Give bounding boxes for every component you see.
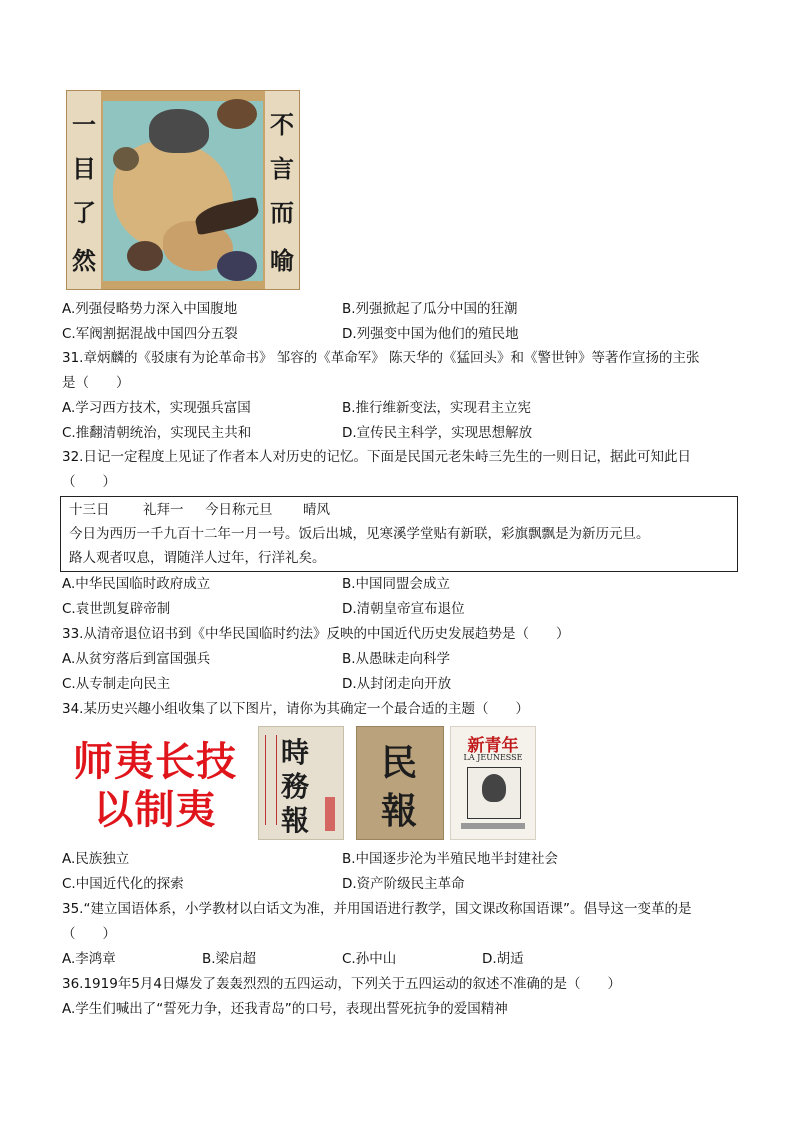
shiwubao-cover-image — [258, 726, 344, 840]
q32-option-b: B.中国同盟会成立 — [342, 576, 451, 592]
diary-note: 今日称元旦 — [205, 502, 273, 518]
q32-option-c: C.袁世凯复辟帝制 — [62, 601, 171, 617]
shiwubao-char: 時 — [281, 736, 310, 769]
red-stamp — [325, 797, 335, 831]
cover-footer — [461, 823, 525, 829]
slogan-line-1: 师夷长技 — [73, 739, 237, 785]
slogan-image — [66, 733, 244, 841]
bear-figure — [217, 99, 257, 129]
q31-option-d: D.宣传民主科学，实现思想解放 — [342, 425, 533, 441]
left-caption-char: 目 — [72, 154, 96, 183]
q35-option-d: D.胡适 — [482, 951, 524, 967]
cartoon-image — [66, 90, 300, 290]
portrait-frame — [467, 767, 521, 819]
q31-stem: 31.章炳麟的《驳康有为论革命书》 邹容的《革命军》 陈天华的《猛回头》和《警世钟》等著作宣扬的主张 — [62, 350, 700, 366]
q31-option-c: C.推翻清朝统治，实现民主共和 — [62, 425, 252, 441]
left-caption-char: 一 — [72, 110, 96, 139]
q34-stem: 34.某历史兴趣小组收集了以下图片，请你为其确定一个最合适的主题（ ） — [62, 701, 529, 717]
q35-option-a: A.李鸿章 — [62, 951, 116, 967]
q33-stem: 33.从清帝退位诏书到《中华民国临时约法》反映的中国近代历史发展趋势是（ ） — [62, 626, 570, 642]
diary-weekday: 礼拜一 — [143, 502, 184, 518]
minbao-cover-image — [356, 726, 444, 840]
right-caption-char: 不 — [270, 110, 294, 139]
q34-option-c: C.中国近代化的探索 — [62, 876, 184, 892]
q32-stem: 32.日记一定程度上见证了作者本人对历史的记忆。下面是民国元老朱峙三先生的一则日记，据此可知此日 — [62, 449, 691, 465]
elephant-figure — [149, 109, 209, 153]
minbao-char: 民 — [381, 742, 418, 784]
q34-option-d: D.资产阶级民主革命 — [342, 876, 465, 892]
q33-option-d: D.从封闭走向开放 — [342, 676, 452, 692]
q32-stem-cont: （ ） — [62, 474, 116, 490]
left-caption-char: 了 — [72, 198, 96, 227]
q35-option-b: B.梁启超 — [202, 951, 257, 967]
q33-option-c: C.从专制走向民主 — [62, 676, 171, 692]
diary-excerpt-box — [60, 496, 738, 572]
shiwubao-char: 報 — [281, 804, 310, 837]
q32-option-d: D.清朝皇帝宣布退位 — [342, 601, 465, 617]
q35-stem-cont: （ ） — [62, 926, 116, 942]
diary-line-2: 路人观者叹息，谓随洋人过年，行洋礼矣。 — [69, 550, 326, 566]
q30-option-d: D.列强变中国为他们的殖民地 — [342, 326, 519, 342]
left-caption-strip — [67, 91, 101, 289]
diary-date: 十三日 — [69, 502, 110, 518]
q32-option-a: A.中华民国临时政府成立 — [62, 576, 211, 592]
q31-option-b: B.推行维新变法，实现君主立宪 — [342, 400, 532, 416]
cover-side-bars — [265, 735, 277, 825]
xinqingnian-subtitle: LA JEUNESSE — [463, 753, 523, 762]
q35-option-c: C.孙中山 — [342, 951, 397, 967]
q36-option-a: A.学生们喊出了“誓死力争，还我青岛”的口号，表现出誓死抗争的爱国精神 — [62, 1001, 508, 1017]
right-caption-char: 而 — [270, 198, 294, 227]
q34-option-a: A.民族独立 — [62, 851, 130, 867]
q30-option-c: C.军阀割据混战中国四分五裂 — [62, 326, 238, 342]
diary-line-1: 今日为西历一千九百十二年一月一号。饭后出城，见寒溪学堂贴有新联，彩旗飘飘是为新历元旦。 — [69, 526, 650, 542]
shiwubao-char: 務 — [281, 770, 310, 803]
xinqingnian-cover-image — [450, 726, 536, 840]
xinqingnian-title: 新青年 — [467, 736, 519, 756]
q33-option-a: A.从贫穷落后到富国强兵 — [62, 651, 211, 667]
right-caption-char: 言 — [270, 154, 294, 183]
q36-stem: 36.1919年5月4日爆发了轰轰烈烈的五四运动，下列关于五四运动的叙述不准确的是（ ） — [62, 976, 622, 992]
right-caption-char: 喻 — [270, 246, 294, 275]
q34-option-b: B.中国逐步沦为半殖民地半封建社会 — [342, 851, 559, 867]
slogan-line-2: 以制夷 — [93, 787, 217, 833]
left-caption-char: 然 — [72, 246, 96, 275]
diary-weather: 晴风 — [303, 502, 330, 518]
q30-option-a: A.列强侵略势力深入中国腹地 — [62, 301, 238, 317]
right-caption-strip — [265, 91, 299, 289]
q31-option-a: A.学习西方技术，实现强兵富国 — [62, 400, 251, 416]
q30-option-b: B.列强掀起了瓜分中国的狂潮 — [342, 301, 518, 317]
q35-stem: 35.“建立国语体系，小学教材以白话文为准，并用国语进行教学，国文课改称国语课”。倡导这一变革的是 — [62, 901, 692, 917]
q31-stem-cont: 是（ ） — [62, 375, 130, 391]
minbao-char: 報 — [381, 790, 418, 832]
q33-option-b: B.从愚昧走向科学 — [342, 651, 451, 667]
